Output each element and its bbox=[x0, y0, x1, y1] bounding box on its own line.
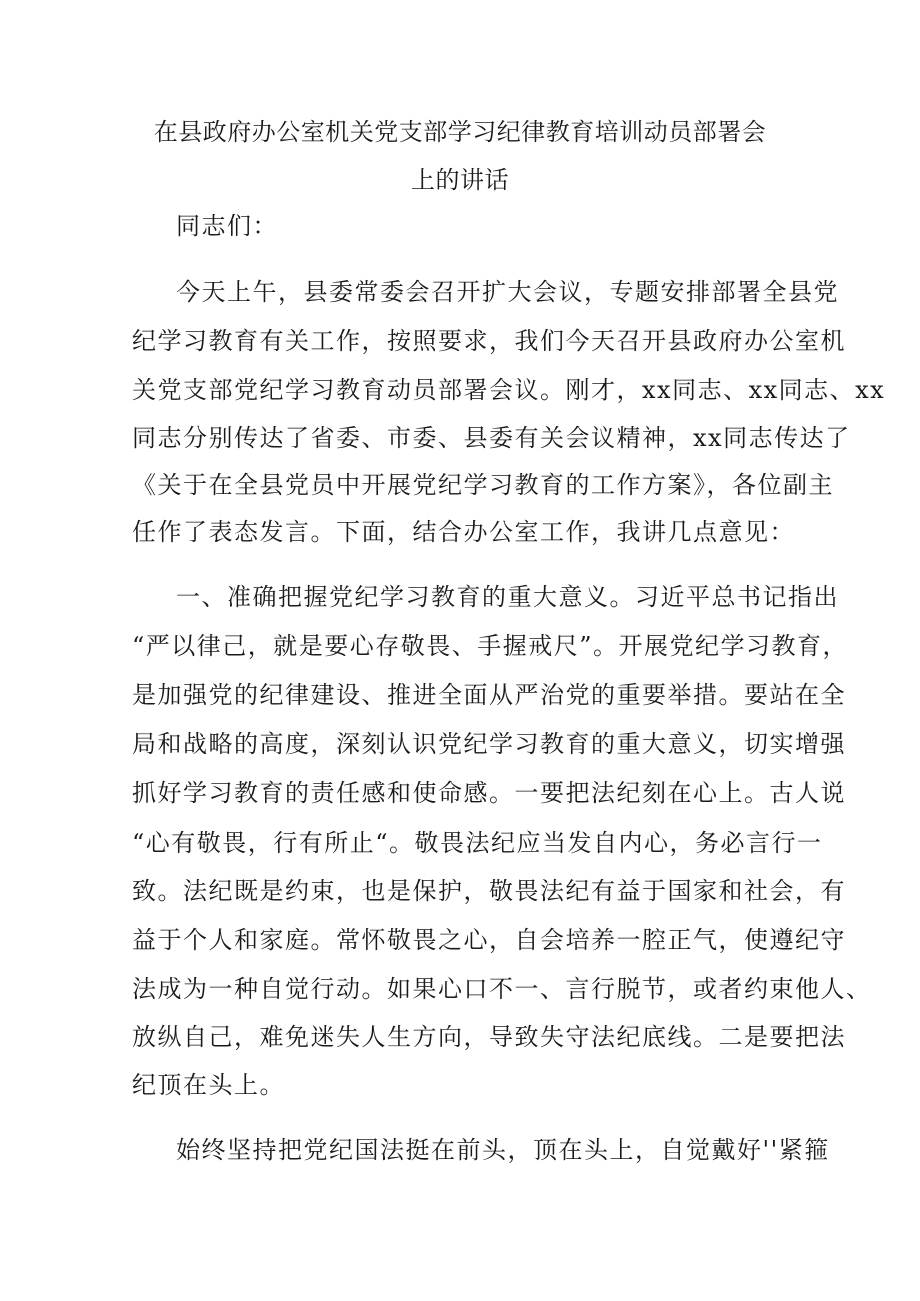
paragraph-2-line-4: 局和战略的高度，深刻认识党纪学习教育的重大意义，切实增强 bbox=[132, 730, 846, 758]
document-title-line-1: 在县政府办公室机关党支部学习纪律教育培训动员部署会 bbox=[153, 118, 767, 146]
paragraph-1-line-4: 同志分别传达了省委、市委、县委有关会议精神，xx同志传达了 bbox=[132, 424, 851, 452]
paragraph-2-line-2: “严以律己，就是要心存敬畏、手握戒尺”。开展党纪学习教育， bbox=[132, 632, 849, 660]
paragraph-1-line-3: 关党支部党纪学习教育动员部署会议。刚才，xx同志、xx同志、xx bbox=[132, 376, 886, 404]
paragraph-1-line-2: 纪学习教育有关工作，按照要求，我们今天召开县政府办公室机 bbox=[132, 327, 846, 355]
paragraph-2-line-7: 致。法纪既是约束，也是保护，敬畏法纪有益于国家和社会，有 bbox=[132, 877, 846, 905]
document-title-line-2: 上的讲话 bbox=[411, 166, 509, 194]
paragraph-2-line-6: “心有敬畏，行有所止“。敬畏法纪应当发自内心，务必言行一 bbox=[132, 829, 823, 857]
paragraph-2-line-1: 一、准确把握党纪学习教育的重大意义。习近平总书记指出 bbox=[176, 583, 839, 611]
paragraph-2-line-8: 益于个人和家庭。常怀敬畏之心，自会培养一腔正气，使遵纪守 bbox=[132, 926, 846, 954]
paragraph-1-line-1: 今天上午，县委常委会召开扩大会议，专题安排部署全县党 bbox=[176, 278, 839, 306]
paragraph-2-line-11: 纪顶在头上。 bbox=[132, 1071, 285, 1099]
paragraph-2-line-10: 放纵自己，难免迷失人生方向，导致失守法纪底线。二是要把法 bbox=[132, 1023, 846, 1051]
paragraph-3-line-1: 始终坚持把党纪国法挺在前头，顶在头上，自觉戴好''紧箍 bbox=[176, 1136, 830, 1164]
paragraph-1-line-6: 任作了表态发言。下面，结合办公室工作，我讲几点意见： bbox=[132, 518, 795, 546]
salutation: 同志们： bbox=[176, 212, 278, 240]
paragraph-2-line-3: 是加强党的纪律建设、推进全面从严治党的重要举措。要站在全 bbox=[132, 681, 846, 709]
paragraph-2-line-5: 抓好学习教育的责任感和使命感。一要把法纪刻在心上。古人说 bbox=[132, 779, 846, 807]
paragraph-1-line-5: 《关于在全县党员中开展党纪学习教育的工作方案》，各位副主 bbox=[132, 471, 834, 499]
paragraph-2-line-9: 法成为一种自觉行动。如果心口不一、言行脱节，或者约束他人、 bbox=[132, 975, 872, 1003]
